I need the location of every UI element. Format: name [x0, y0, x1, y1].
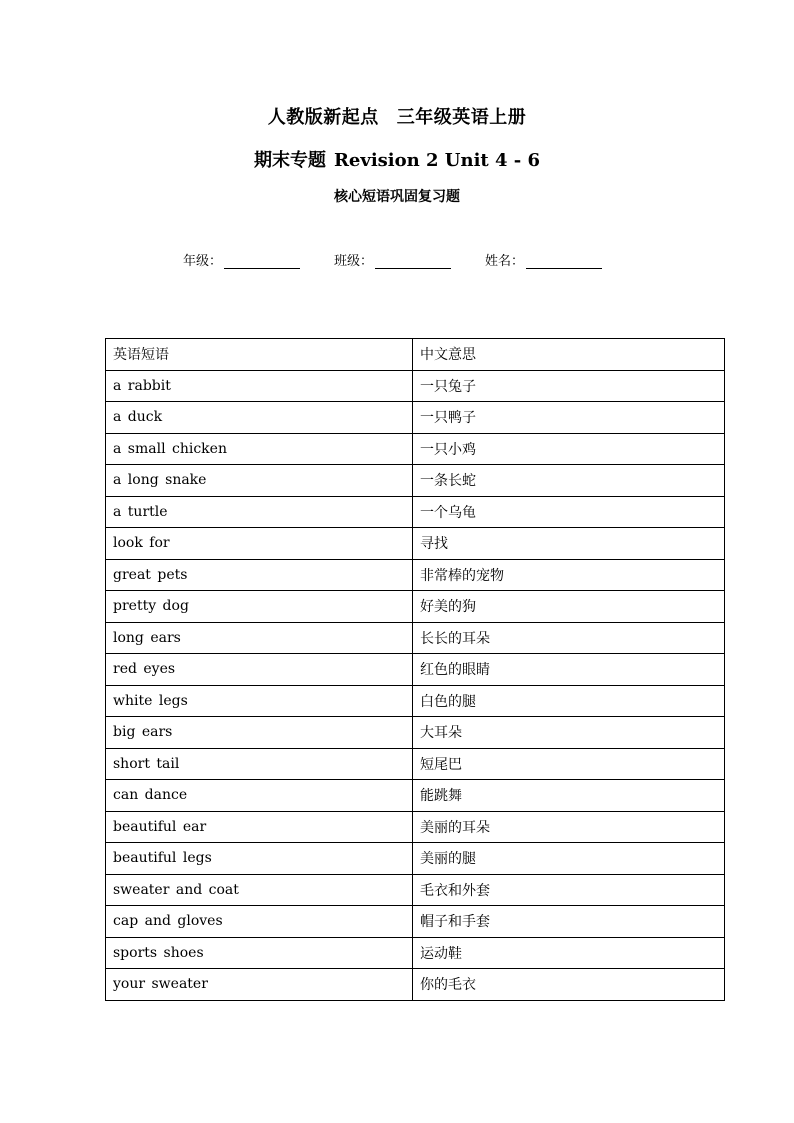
table-row — [106, 780, 725, 812]
name-field — [485, 250, 602, 269]
chinese-meaning: 一条长蛇 — [413, 465, 725, 497]
document-title — [0, 103, 794, 129]
english-phrase: sweater and coat — [106, 874, 413, 906]
english-phrase: great pets — [106, 559, 413, 591]
chinese-meaning: 帽子和手套 — [413, 906, 725, 938]
english-phrase: a turtle — [106, 496, 413, 528]
worksheet-heading: 核心短语巩固复习题 — [334, 189, 460, 205]
class-label: 班级： — [334, 254, 374, 269]
chinese-meaning: 白色的腿 — [413, 685, 725, 717]
table-row — [106, 654, 725, 686]
table-row — [106, 402, 725, 434]
table-row — [106, 937, 725, 969]
table-row — [106, 370, 725, 402]
chinese-meaning: 运动鞋 — [413, 937, 725, 969]
english-phrase: a rabbit — [106, 370, 413, 402]
english-phrase: big ears — [106, 717, 413, 749]
grade-label: 年级： — [183, 254, 223, 269]
phrase-table — [105, 338, 725, 1001]
chinese-meaning: 你的毛衣 — [413, 969, 725, 1001]
chinese-meaning: 一个乌龟 — [413, 496, 725, 528]
subtitle-revision: Revision 2 Unit 4 - 6 — [333, 150, 541, 171]
table-row — [106, 874, 725, 906]
chinese-meaning: 美丽的腿 — [413, 843, 725, 875]
table-row — [106, 496, 725, 528]
chinese-meaning: 一只鸭子 — [413, 402, 725, 434]
chinese-meaning: 短尾巴 — [413, 748, 725, 780]
english-phrase: cap and gloves — [106, 906, 413, 938]
name-blank — [526, 253, 602, 269]
english-phrase: white legs — [106, 685, 413, 717]
table-row — [106, 433, 725, 465]
subtitle-topic: 期末专题 — [253, 150, 326, 171]
class-field — [334, 250, 451, 269]
header-english: 英语短语 — [106, 339, 413, 371]
english-phrase: short tail — [106, 748, 413, 780]
chinese-meaning: 一只兔子 — [413, 370, 725, 402]
title-publisher: 人教版新起点 — [267, 107, 379, 128]
table-row — [106, 843, 725, 875]
chinese-meaning: 长长的耳朵 — [413, 622, 725, 654]
english-phrase: beautiful ear — [106, 811, 413, 843]
english-phrase: pretty dog — [106, 591, 413, 623]
document-subtitle — [0, 146, 794, 172]
class-blank — [375, 253, 451, 269]
english-phrase: look for — [106, 528, 413, 560]
chinese-meaning: 一只小鸡 — [413, 433, 725, 465]
english-phrase: sports shoes — [106, 937, 413, 969]
chinese-meaning: 毛衣和外套 — [413, 874, 725, 906]
table-row — [106, 811, 725, 843]
table-row — [106, 622, 725, 654]
table-row — [106, 969, 725, 1001]
english-phrase: a small chicken — [106, 433, 413, 465]
english-phrase: a long snake — [106, 465, 413, 497]
grade-blank — [224, 253, 300, 269]
table-row — [106, 591, 725, 623]
table-header-row — [106, 339, 725, 371]
chinese-meaning: 好美的狗 — [413, 591, 725, 623]
chinese-meaning: 非常棒的宠物 — [413, 559, 725, 591]
table-row — [106, 528, 725, 560]
table-row — [106, 685, 725, 717]
english-phrase: long ears — [106, 622, 413, 654]
grade-field — [183, 250, 300, 269]
english-phrase: beautiful legs — [106, 843, 413, 875]
title-grade-subject: 三年级英语上册 — [396, 107, 527, 128]
header-chinese: 中文意思 — [413, 339, 725, 371]
chinese-meaning: 能跳舞 — [413, 780, 725, 812]
table-row — [106, 559, 725, 591]
table-row — [106, 717, 725, 749]
english-phrase: red eyes — [106, 654, 413, 686]
table-row — [106, 748, 725, 780]
english-phrase: your sweater — [106, 969, 413, 1001]
table-row — [106, 465, 725, 497]
chinese-meaning: 红色的眼睛 — [413, 654, 725, 686]
english-phrase: can dance — [106, 780, 413, 812]
table-row — [106, 906, 725, 938]
english-phrase: a duck — [106, 402, 413, 434]
student-info-fields — [183, 250, 602, 269]
chinese-meaning: 美丽的耳朵 — [413, 811, 725, 843]
name-label: 姓名： — [485, 254, 525, 269]
chinese-meaning: 寻找 — [413, 528, 725, 560]
chinese-meaning: 大耳朵 — [413, 717, 725, 749]
